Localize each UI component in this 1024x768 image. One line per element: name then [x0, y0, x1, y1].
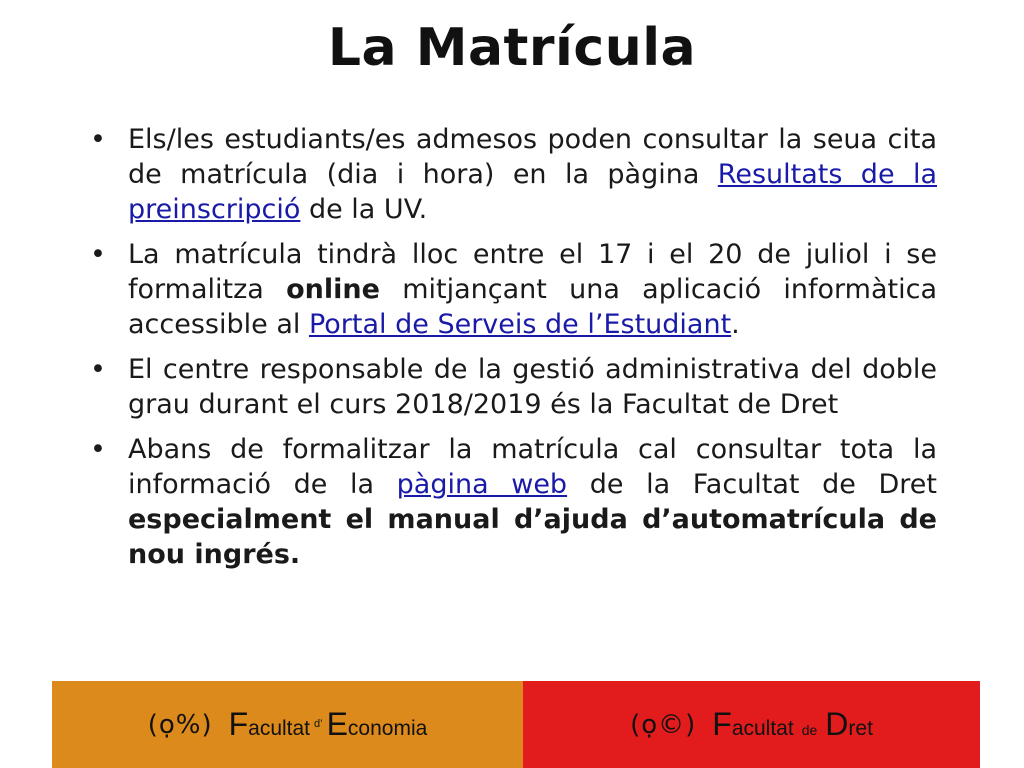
bullet-dot-icon: •: [90, 434, 106, 465]
bullet-item: • El centre responsable de la gestió administrativa del doble grau durant el curs 2018/2019 és la Facultat de Dret: [90, 354, 937, 420]
bullet-dot-icon: •: [90, 354, 106, 385]
economia-emblem-icon: (ọ%): [147, 709, 213, 740]
facultat-dret-logo: [523, 681, 980, 768]
dret-emblem-icon: (ọ©): [630, 709, 697, 740]
slide-title: La Matrícula: [327, 18, 697, 78]
bullet-list: [90, 122, 937, 582]
student-services-portal-link[interactable]: Portal de Serveis de l’Estudiant: [308, 309, 732, 340]
footer-logos: [52, 681, 980, 768]
bullet-dot-icon: •: [90, 239, 106, 270]
bullet-item: • Abans de formalitzar la matrícula cal consultar tota la informació de la pàgina web de la Facultat de Dret especialment el manual d’ajuda d’automatrícula de nou ingrés.: [90, 434, 937, 570]
economia-wordmark: Facultat $^{d’}$ Economia: [228, 706, 428, 742]
bullet-dot-icon: •: [90, 124, 106, 155]
preinscripcio-results-link[interactable]: Resultats de la preinscripció: [128, 159, 938, 225]
bullet-item: • La matrícula tindrà lloc entre el 17 i el 20 de juliol i se formalitza online mitjançant una aplicació informàtica accessible al Portal de Serveis de l’Estudiant.: [90, 239, 937, 340]
faculty-webpage-link[interactable]: pàgina web: [396, 469, 568, 500]
bullet-item: • Els/les estudiants/es admesos poden consultar la seua cita de matrícula (dia i hora) en la pàgina Resultats de la preinscripció de la UV.: [90, 124, 938, 225]
facultat-economia-logo: [52, 681, 523, 768]
dret-wordmark: Facultat de Dret: [712, 706, 873, 742]
